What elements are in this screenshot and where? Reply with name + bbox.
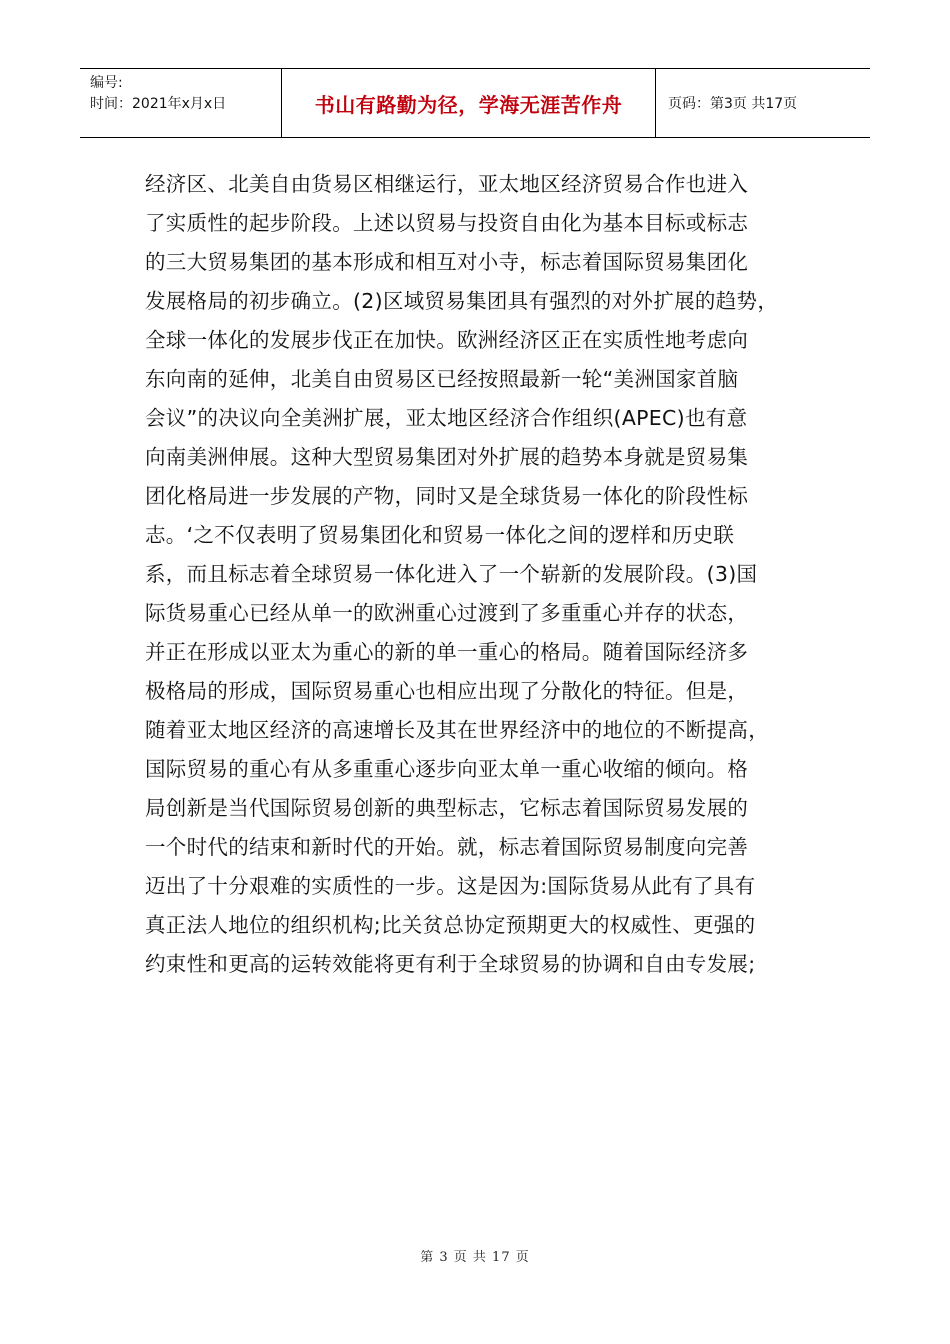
header-page-info: 页码：第3页 共17页: [668, 96, 798, 112]
body-line: 团化格局进一步发展的产物，同时又是全球货易一体化的阶段性标: [145, 484, 749, 508]
body-line: 了实质性的起步阶段。上述以贸易与投资自由化为基本目标或标志: [145, 211, 749, 235]
body-line: 系，而且标志着全球贸易一体化进入了一个崭新的发展阶段。(3)国: [145, 562, 758, 586]
body-line: 际货易重心已经从单一的欧洲重心过渡到了多重重心并存的状态，: [145, 601, 749, 625]
body-text: [145, 165, 815, 984]
body-line: 极格局的形成，国际贸易重心也相应出现了分散化的特征。但是，: [145, 679, 749, 703]
body-line: 全球一体化的发展步伐正在加快。欧洲经济区正在实质性地考虑向: [145, 328, 749, 352]
body-line: 约束性和更高的运转效能将更有利于全球贸易的协调和自由专发展;: [145, 952, 756, 976]
body-line: 经济区、北美自由货易区相继运行，亚太地区经济贸易合作也进入: [145, 172, 749, 196]
header-motto-cell: [282, 69, 656, 137]
header-meta: [80, 69, 282, 137]
document-time-label: 时间：2021年x月x日: [90, 96, 227, 112]
body-line: 迈出了十分艰难的实质性的一步。这是因为:国际货易从此有了具有: [145, 874, 756, 898]
body-line: 真正法人地位的组织机构;比关贫总协定预期更大的权威性、更强的: [145, 913, 756, 937]
footer-page-number: 第 3 页 共 17 页: [420, 1250, 530, 1265]
body-line: 并正在形成以亚太为重心的新的单一重心的格局。随着国际经济多: [145, 640, 749, 664]
body-line: 东向南的延伸，北美自由贸易区已经按照最新一轮“美洲国家首脑: [145, 367, 739, 391]
body-line: 志。‘之不仅表明了贸易集团化和贸易一体化之间的逻样和历史联: [145, 523, 735, 547]
document-number-label: 编号:: [90, 75, 123, 91]
body-line: 向南美洲伸展。这种大型贸易集团对外扩展的趋势本身就是贸易集: [145, 445, 749, 469]
page-footer: [0, 1246, 950, 1265]
page-header: [80, 68, 870, 138]
body-line: 的三大贸易集团的基本形成和相互对小寺，标志着国际贸易集团化: [145, 250, 749, 274]
body-line: 国际贸易的重心有从多重重心逐步向亚太单一重心收缩的倾向。格: [145, 757, 749, 781]
body-line: 一个时代的结束和新时代的开始。就，标志着国际贸易制度向完善: [145, 835, 749, 859]
header-page-cell: [656, 69, 870, 137]
body-line: 局创新是当代国际贸易创新的典型标志，它标志着国际贸易发展的: [145, 796, 749, 820]
header-motto: 书山有路勤为径，学海无涯苦作舟: [314, 92, 623, 117]
body-line: 会议”的决议向全美洲扩展，亚太地区经济合作组织(APEC)也有意: [145, 406, 748, 430]
body-line: 发展格局的初步确立。(2)区域贸易集团具有强烈的对外扩展的趋势，: [145, 289, 779, 313]
body-line: 随着亚太地区经济的高速增长及其在世界经济中的地位的不断提高，: [145, 718, 769, 742]
